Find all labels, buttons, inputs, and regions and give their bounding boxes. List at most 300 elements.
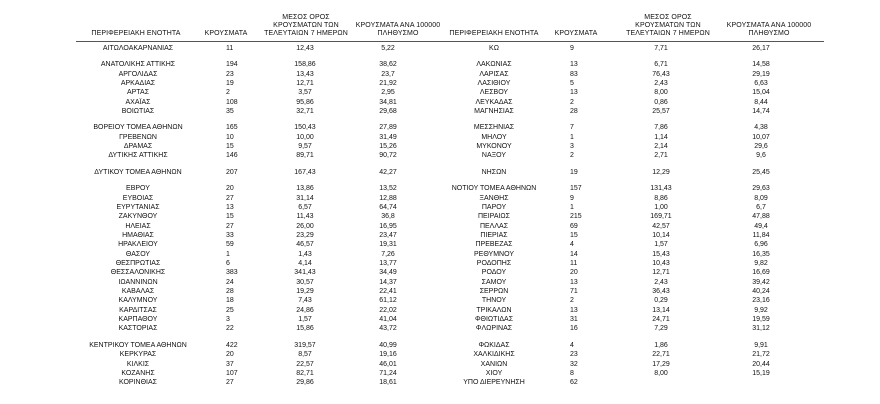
table-row [444,107,824,116]
cell-avg7: 2,43 [654,279,668,286]
table-row [444,44,824,53]
cell-per100k: 15,04 [752,89,770,96]
cell-cases: 24 [226,279,234,286]
cell-per100k: 18,61 [379,379,397,386]
cell-cases: 11 [570,260,578,267]
cell-avg7: 7,43 [298,297,312,304]
cell-region: ΤΡΙΚΑΛΩΝ [476,307,512,314]
cell-region: ΧΑΝΙΩΝ [480,361,508,368]
table-row [444,278,824,287]
cell-region: ΞΑΝΘΗΣ [479,195,509,202]
cell-region: ΜΑΓΝΗΣΙΑΣ [474,108,514,115]
table-row [76,259,456,268]
table-row [444,70,824,79]
cell-per100k: 25,45 [752,169,770,176]
cell-cases: 13 [570,61,578,68]
cell-cases: 28 [570,108,578,115]
cell-region: ΗΡΑΚΛΕΙΟΥ [118,241,158,248]
cell-per100k: 31,49 [379,134,397,141]
cell-region: ΕΥΒΟΙΑΣ [122,195,154,202]
table-row [76,142,456,151]
cell-avg7: 13,14 [652,307,670,314]
cell-cases: 27 [226,223,234,230]
table-row [444,79,824,88]
cell-avg7: 95,86 [296,99,314,106]
cell-per100k: 41,04 [379,316,397,323]
table-row [444,287,824,296]
cell-avg7: 8,00 [654,89,668,96]
table-row [76,231,456,240]
table-row [444,194,824,203]
cell-per100k: 36,8 [381,213,395,220]
header-avg7: ΜΕΣΟΣ ΟΡΟΣ ΚΡΟΥΣΜΑΤΩΝ ΤΩΝ ΤΕΛΕΥΤΑΙΩΝ 7 ΗΜΕΡΩΝ [264,14,348,37]
cell-per100k: 27,89 [379,124,397,131]
table-row [76,315,456,324]
cell-cases: 2 [570,297,574,304]
cell-avg7: 2,14 [654,143,668,150]
table-row [444,231,824,240]
cell-region: ΔΥΤΙΚΟΥ ΤΟΜΕΑ ΑΘΗΝΩΝ [94,169,182,176]
cell-cases: 13 [226,204,234,211]
cell-avg7: 42,57 [652,223,670,230]
cell-per100k: 8,44 [754,99,768,106]
cell-avg7: 46,57 [296,241,314,248]
table-row [76,70,456,79]
cell-avg7: 32,71 [296,108,314,115]
left-table-header [76,8,456,40]
cell-cases: 146 [226,152,238,159]
table-row [444,360,824,369]
cell-cases: 9 [570,195,574,202]
cell-region: ΦΛΩΡΙΝΑΣ [475,325,513,332]
cell-region: ΛΑΚΩΝΙΑΣ [476,61,512,68]
cell-per100k: 5,22 [381,45,395,52]
table-row [444,142,824,151]
table-row [76,107,456,116]
cell-region: ΚΑΣΤΟΡΙΑΣ [118,325,158,332]
cell-per100k: 14,58 [752,61,770,68]
cell-cases: 20 [570,269,578,276]
cell-region: ΚΕΡΚΥΡΑΣ [119,351,157,358]
cell-avg7: 36,43 [652,288,670,295]
header-region: ΠΕΡΙΦΕΡΕΙΑΚΗ ΕΝΟΤΗΤΑ [449,30,539,37]
cell-avg7: 150,43 [294,124,316,131]
cell-cases: 33 [226,232,234,239]
cell-region: ΛΑΡΙΣΑΣ [479,71,509,78]
cell-avg7: 29,86 [296,379,314,386]
cell-region: ΠΙΕΡΙΑΣ [480,232,508,239]
header-cases: ΚΡΟΥΣΜΑΤΑ [554,30,598,37]
cell-avg7: 10,14 [652,232,670,239]
cell-avg7: 9,57 [298,143,312,150]
cell-avg7: 169,71 [650,213,672,220]
cell-per100k: 9,92 [754,307,768,314]
table-row [76,324,456,333]
cell-avg7: 8,57 [298,351,312,358]
cell-region: ΠΕΙΡΑΙΩΣ [478,213,510,220]
cell-region: ΘΑΣΟΥ [125,251,151,258]
cell-cases: 2 [570,99,574,106]
cell-region: ΜΥΚΟΝΟΥ [476,143,512,150]
cell-per100k: 29,63 [752,185,770,192]
table-row [76,306,456,315]
table-row [444,151,824,160]
cell-region: ΚΙΛΚΙΣ [126,361,150,368]
table-row [444,184,824,193]
cell-region: ΘΕΣΣΑΛΟΝΙΚΗΣ [110,269,166,276]
cell-per100k: 12,88 [379,195,397,202]
cell-cases: 5 [570,80,574,87]
table-row [76,250,456,259]
table-row [76,123,456,132]
cell-cases: 107 [226,370,238,377]
cell-per100k: 14,74 [752,108,770,115]
cell-per100k: 26,17 [752,45,770,52]
cell-per100k: 15,19 [752,370,770,377]
cell-avg7: 23,29 [296,232,314,239]
cell-per100k: 29,68 [379,108,397,115]
cell-cases: 10 [226,134,234,141]
cell-region: ΚΩ [489,45,499,52]
table-row [76,287,456,296]
table-row [76,341,456,350]
cell-region: ΚΑΒΑΛΑΣ [121,288,155,295]
cell-region: ΜΗΛΟΥ [481,134,507,141]
cell-region: ΑΡΚΑΔΙΑΣ [120,80,156,87]
cell-avg7: 17,29 [652,361,670,368]
cell-avg7: 8,86 [654,195,668,202]
table-row [76,360,456,369]
cell-region: ΘΕΣΠΡΩΤΙΑΣ [115,260,161,267]
cell-avg7: 3,57 [298,89,312,96]
cell-cases: 37 [226,361,234,368]
cell-per100k: 2,95 [381,89,395,96]
cell-per100k: 13,77 [379,260,397,267]
cell-per100k: 20,44 [752,361,770,368]
cell-per100k: 40,99 [379,342,397,349]
cell-avg7: 167,43 [294,169,316,176]
table-row [444,324,824,333]
cell-avg7: 22,57 [296,361,314,368]
cell-per100k: 49,4 [754,223,768,230]
table-row [444,306,824,315]
cell-per100k: 6,96 [754,241,768,248]
cell-avg7: 13,86 [296,185,314,192]
cell-per100k: 16,95 [379,223,397,230]
cell-region: ΕΥΡΥΤΑΝΙΑΣ [116,204,160,211]
table-row [444,88,824,97]
cell-avg7: 12,43 [296,45,314,52]
cell-per100k: 90,72 [379,152,397,159]
cell-cases: 3 [226,316,230,323]
cell-avg7: 76,43 [652,71,670,78]
table-row [76,212,456,221]
cell-region: ΗΜΑΘΙΑΣ [122,232,154,239]
cell-cases: 3 [570,143,574,150]
cell-avg7: 22,71 [652,351,670,358]
cell-avg7: 24,86 [296,307,314,314]
cell-avg7: 12,71 [296,80,314,87]
cell-cases: 27 [226,379,234,386]
cell-per100k: 23,7 [381,71,395,78]
cell-per100k: 7,26 [381,251,395,258]
cell-region: ΛΕΥΚΑΔΑΣ [475,99,513,106]
cell-region: ΦΘΙΩΤΙΔΑΣ [474,316,514,323]
cell-per100k: 9,91 [754,342,768,349]
cell-per100k: 22,41 [379,288,397,295]
cell-cases: 207 [226,169,238,176]
cell-avg7: 158,86 [294,61,316,68]
cell-per100k: 9,82 [754,260,768,267]
cell-region: ΠΡΕΒΕΖΑΣ [475,241,513,248]
cell-per100k: 22,02 [379,307,397,314]
cell-per100k: 43,72 [379,325,397,332]
table-row [76,184,456,193]
cell-per100k: 11,84 [752,232,770,239]
cell-per100k: 6,7 [756,204,766,211]
table-row [76,44,456,53]
cell-region: ΝΗΣΩΝ [481,169,507,176]
table-row [444,203,824,212]
cell-region: ΝΑΞΟΥ [481,152,507,159]
cell-cases: 383 [226,269,238,276]
cell-region: ΒΟΡΕΙΟΥ ΤΟΜΕΑ ΑΘΗΝΩΝ [93,124,183,131]
cell-region: ΣΕΡΡΩΝ [479,288,509,295]
header-cases: ΚΡΟΥΣΜΑΤΑ [204,30,248,37]
cell-per100k: 6,63 [754,80,768,87]
table-row [444,250,824,259]
cell-cases: 4 [570,241,574,248]
table-row [76,151,456,160]
cell-cases: 13 [570,279,578,286]
table-row [76,98,456,107]
cell-cases: 59 [226,241,234,248]
cell-region: ΑΡΓΟΛΙΔΑΣ [118,71,158,78]
cell-region: ΙΩΑΝΝΙΝΩΝ [118,279,158,286]
cell-region: ΑΙΤΩΛΟΑΚΑΡΝΑΝΙΑΣ [102,45,174,52]
cell-cases: 83 [570,71,578,78]
cell-avg7: 15,43 [652,251,670,258]
cell-avg7: 30,57 [296,279,314,286]
cell-per100k: 47,88 [752,213,770,220]
cell-cases: 18 [226,297,234,304]
cell-cases: 215 [570,213,582,220]
table-row [76,378,456,387]
cell-per100k: 19,59 [752,316,770,323]
cell-cases: 1 [226,251,230,258]
table-row [76,194,456,203]
cell-avg7: 0,86 [654,99,668,106]
cell-per100k: 29,19 [752,71,770,78]
cell-region: ΜΕΣΣΗΝΙΑΣ [473,124,515,131]
cell-region: ΧΑΛΚΙΔΙΚΗΣ [473,351,515,358]
cell-per100k: 15,26 [379,143,397,150]
cell-avg7: 26,00 [296,223,314,230]
cell-region: ΗΛΕΙΑΣ [125,223,151,230]
cell-region: ΚΑΡΔΙΤΣΑΣ [119,307,157,314]
header-avg7: ΜΕΣΟΣ ΟΡΟΣ ΚΡΟΥΣΜΑΤΩΝ ΤΩΝ ΤΕΛΕΥΤΑΙΩΝ 7 ΗΜΕΡΩΝ [626,14,710,37]
cell-cases: 2 [226,89,230,96]
cell-cases: 165 [226,124,238,131]
table-row [76,222,456,231]
table-row [444,296,824,305]
table-row [444,378,824,387]
cell-per100k: 16,69 [752,269,770,276]
cell-region: ΚΟΡΙΝΘΙΑΣ [119,379,157,386]
cell-avg7: 7,29 [654,325,668,332]
cell-avg7: 82,71 [296,370,314,377]
table-row [76,369,456,378]
cell-per100k: 46,01 [379,361,397,368]
cell-per100k: 64,74 [379,204,397,211]
table-row [444,315,824,324]
cell-per100k: 13,52 [379,185,397,192]
cell-avg7: 10,43 [652,260,670,267]
table-row [76,350,456,359]
cell-cases: 13 [570,307,578,314]
cell-per100k: 34,49 [379,269,397,276]
table-row [444,168,824,177]
cell-avg7: 1,43 [298,251,312,258]
cell-per100k: 19,16 [379,351,397,358]
table-row [76,296,456,305]
right-header-rule [444,41,824,42]
cell-avg7: 15,86 [296,325,314,332]
cell-cases: 9 [570,45,574,52]
cell-region: ΚΑΛΥΜΝΟΥ [118,297,158,304]
header-per100k: ΚΡΟΥΣΜΑΤΑ ΑΝΑ 100000 ΠΛΗΘΥΣΜΟ [355,22,441,37]
table-row [76,168,456,177]
cell-region: ΛΑΣΙΘΙΟΥ [477,80,511,87]
cell-cases: 15 [570,232,578,239]
cell-region: ΔΥΤΙΚΗΣ ΑΤΤΙΚΗΣ [108,152,168,159]
cell-avg7: 7,71 [654,45,668,52]
table-row [76,278,456,287]
table-row [76,79,456,88]
cell-region: ΑΧΑΪΑΣ [125,99,151,106]
cell-avg7: 2,71 [654,152,668,159]
cell-cases: 15 [226,143,234,150]
cell-avg7: 131,43 [650,185,672,192]
table-row [76,268,456,277]
cell-per100k: 34,81 [379,99,397,106]
cell-per100k: 38,62 [379,61,397,68]
header-per100k: ΚΡΟΥΣΜΑΤΑ ΑΝΑ 100000 ΠΛΗΘΥΣΜΟ [726,22,812,37]
cell-cases: 32 [570,361,578,368]
cell-cases: 35 [226,108,234,115]
cell-avg7: 19,29 [296,288,314,295]
cell-avg7: 13,43 [296,71,314,78]
cell-region: ΛΕΣΒΟΥ [479,89,509,96]
cell-region: ΡΕΘΥΜΝΟΥ [473,251,514,258]
table-row [444,240,824,249]
cell-avg7: 24,71 [652,316,670,323]
cell-cases: 27 [226,195,234,202]
cell-per100k: 42,27 [379,169,397,176]
cell-per100k: 39,42 [752,279,770,286]
table-row [76,203,456,212]
right-table-header [444,8,824,40]
cell-cases: 20 [226,351,234,358]
cell-avg7: 89,71 [296,152,314,159]
cell-avg7: 1,14 [654,134,668,141]
cell-avg7: 12,29 [652,169,670,176]
cell-per100k: 23,16 [752,297,770,304]
cell-cases: 16 [570,325,578,332]
cell-avg7: 1,57 [298,316,312,323]
cell-region: ΝΟΤΙΟΥ ΤΟΜΕΑ ΑΘΗΝΩΝ [451,185,537,192]
cell-per100k: 71,24 [379,370,397,377]
cell-region: ΚΕΝΤΡΙΚΟΥ ΤΟΜΕΑ ΑΘΗΝΩΝ [89,342,187,349]
table-row [444,123,824,132]
cell-avg7: 319,57 [294,342,316,349]
table-row [444,341,824,350]
cell-per100k: 4,38 [754,124,768,131]
cell-cases: 22 [226,325,234,332]
cell-region: ΡΟΔΟΥ [481,269,507,276]
cell-per100k: 29,6 [754,143,768,150]
table-row [76,240,456,249]
cell-per100k: 21,92 [379,80,397,87]
cell-avg7: 1,57 [654,241,668,248]
cell-avg7: 10,00 [296,134,314,141]
cell-per100k: 31,12 [752,325,770,332]
cell-region: ΑΡΤΑΣ [126,89,150,96]
cell-avg7: 1,86 [654,342,668,349]
table-row [76,88,456,97]
cell-cases: 15 [226,213,234,220]
cell-cases: 25 [226,307,234,314]
cell-region: ΓΡΕΒΕΝΩΝ [119,134,157,141]
cell-cases: 62 [570,379,578,386]
cell-avg7: 2,43 [654,80,668,87]
cell-per100k: 14,37 [379,279,397,286]
cell-region: ΚΑΡΠΑΘΟΥ [118,316,158,323]
cell-cases: 1 [570,204,574,211]
table-row [444,212,824,221]
table-row [444,98,824,107]
cell-cases: 69 [570,223,578,230]
cell-region: ΚΟΖΑΝΗΣ [121,370,155,377]
table-row [444,133,824,142]
cell-cases: 108 [226,99,238,106]
cell-region: ΤΗΝΟΥ [481,297,507,304]
table-row [444,259,824,268]
cell-region: ΖΑΚΥΝΘΟΥ [118,213,158,220]
cell-avg7: 11,43 [296,213,314,220]
cell-per100k: 61,12 [379,297,397,304]
cell-cases: 13 [570,89,578,96]
cell-cases: 4 [570,342,574,349]
cell-cases: 28 [226,288,234,295]
cell-cases: 23 [570,351,578,358]
cell-avg7: 6,57 [298,204,312,211]
cell-avg7: 4,14 [298,260,312,267]
cell-avg7: 0,29 [654,297,668,304]
cell-per100k: 16,35 [752,251,770,258]
cell-cases: 19 [570,169,578,176]
cell-cases: 1 [570,134,574,141]
cell-cases: 422 [226,342,238,349]
table-row [444,350,824,359]
cell-cases: 157 [570,185,582,192]
cell-region: ΠΑΡΟΥ [481,204,507,211]
cell-per100k: 9,6 [756,152,766,159]
cell-cases: 19 [226,80,234,87]
cell-avg7: 7,86 [654,124,668,131]
cell-per100k: 40,24 [752,288,770,295]
cell-avg7: 8,00 [654,370,668,377]
